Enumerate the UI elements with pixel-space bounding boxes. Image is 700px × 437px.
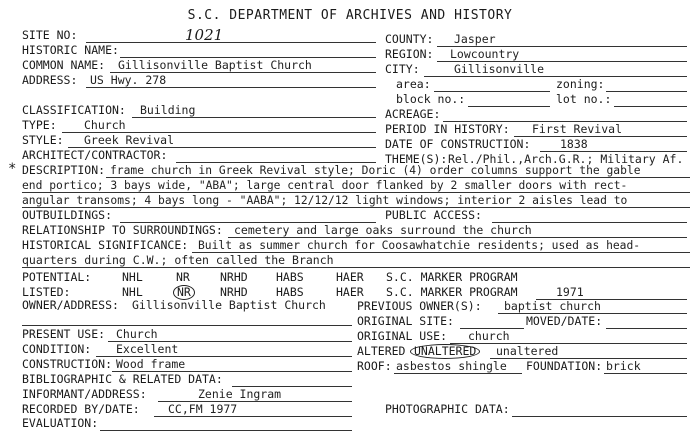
previous-owner-value: baptist church xyxy=(504,299,601,313)
description-label: DESCRIPTION: xyxy=(22,163,106,177)
outbuildings-label: OUTBUILDINGS: xyxy=(22,208,113,222)
altered-value: unaltered xyxy=(496,344,559,358)
present-use-label: PRESENT USE: xyxy=(22,327,106,341)
lot-label: lot no.: xyxy=(556,92,612,106)
potential-nrhd: NRHD xyxy=(220,270,248,284)
condition-value: Excellent xyxy=(116,342,179,356)
significance-line-2: quarters during C.W.; often called the Branch xyxy=(22,253,334,267)
present-use-value: Church xyxy=(116,327,158,341)
description-line-2: end portico; 3 bays wide, "ABA"; large central door flanked by 2 smaller doors with rect- xyxy=(22,179,628,192)
original-site-label: ORIGINAL SITE: xyxy=(357,314,454,328)
acreage-label: ACREAGE: xyxy=(385,107,441,121)
block-line xyxy=(468,106,550,107)
recorded-by-label: RECORDED BY/DATE: xyxy=(22,402,140,416)
period-line xyxy=(514,136,687,137)
potential-label: POTENTIAL: xyxy=(22,270,92,284)
roof-value: asbestos shingle xyxy=(396,359,507,373)
listed-nrhd: NRHD xyxy=(220,285,248,299)
site-no-line xyxy=(86,42,376,43)
foundation-line xyxy=(604,373,687,374)
county-label: COUNTY: xyxy=(385,32,434,46)
form-title: S.C. DEPARTMENT OF ARCHIVES AND HISTORY xyxy=(187,8,513,23)
construction-label: CONSTRUCTION: xyxy=(22,357,113,371)
original-use-label: ORIGINAL USE: xyxy=(357,329,448,343)
potential-habs: HABS xyxy=(276,270,304,284)
moved-date-line xyxy=(606,328,687,329)
historic-name-label: HISTORIC NAME: xyxy=(22,43,119,57)
evaluation-line xyxy=(100,430,352,431)
significance-label: HISTORICAL SIGNIFICANCE: xyxy=(22,238,189,252)
description-underline-3 xyxy=(22,207,690,208)
period-value: First Revival xyxy=(532,122,623,136)
county-value: Jasper xyxy=(454,32,496,46)
description-underline-2 xyxy=(22,192,690,193)
address-label: ADDRESS: xyxy=(22,73,78,87)
address-line xyxy=(86,87,376,88)
potential-haer: HAER xyxy=(336,270,364,284)
potential-marker-program: S.C. MARKER PROGRAM xyxy=(386,270,518,284)
description-line-3: angular transoms; 4 bays long - "AABA"; 12/12/12 light windows; interior 2 aisles lead to xyxy=(22,194,628,207)
date-of-construction-label: DATE OF CONSTRUCTION: xyxy=(385,137,531,151)
description-star: * xyxy=(8,161,17,177)
date-of-construction-value: 1838 xyxy=(560,137,588,151)
bibliographic-label: BIBLIOGRAPHIC & RELATED DATA: xyxy=(22,372,223,386)
classification-label: CLASSIFICATION: xyxy=(22,103,126,117)
zoning-label: zoning: xyxy=(556,77,605,91)
city-label: CITY: xyxy=(385,62,420,76)
listed-habs: HABS xyxy=(276,285,304,299)
listed-label: LISTED: xyxy=(22,285,71,299)
listed-marker-year: 1971 xyxy=(556,285,584,299)
type-label: TYPE: xyxy=(22,118,57,132)
condition-label: CONDITION: xyxy=(22,342,92,356)
architect-line xyxy=(176,162,376,163)
roof-line xyxy=(394,373,522,374)
relationship-label: RELATIONSHIP TO SURROUNDINGS: xyxy=(22,223,223,237)
owner-value: Gillisonville Baptist Church xyxy=(132,298,326,312)
type-value: Church xyxy=(84,118,126,132)
site-no-value: 1021 xyxy=(185,26,224,44)
owner-extra-line xyxy=(22,325,352,326)
block-label: block no.: xyxy=(396,92,466,106)
potential-nr: NR xyxy=(176,270,190,284)
informant-value: Zenie Ingram xyxy=(198,387,282,401)
foundation-value: brick xyxy=(606,359,641,373)
evaluation-label: EVALUATION: xyxy=(22,416,99,430)
original-use-line xyxy=(450,343,687,344)
recorded-by-value: CC,FM 1977 xyxy=(168,402,238,416)
address-value: US Hwy. 278 xyxy=(90,73,167,87)
listed-marker-program: S.C. MARKER PROGRAM xyxy=(386,285,518,299)
common-name-value: Gillisonville Baptist Church xyxy=(118,58,312,72)
significance-underline-2 xyxy=(22,267,690,268)
theme-label: THEME(S): xyxy=(385,152,448,166)
classification-line xyxy=(132,117,376,118)
photographic-data-line xyxy=(512,416,687,417)
potential-nhl: NHL xyxy=(122,270,143,284)
construction-value: Wood frame xyxy=(116,357,186,371)
foundation-label: FOUNDATION: xyxy=(526,359,603,373)
relationship-line xyxy=(228,237,687,238)
photographic-data-label: PHOTOGRAPHIC DATA: xyxy=(385,402,510,416)
description-underline-1 xyxy=(106,177,690,178)
site-no-label: SITE NO: xyxy=(22,28,78,42)
lot-line xyxy=(614,106,687,107)
informant-label: INFORMANT/ADDRESS: xyxy=(22,387,147,401)
architect-label: ARCHITECT/CONTRACTOR: xyxy=(22,148,168,162)
listed-haer: HAER xyxy=(336,285,364,299)
period-label: PERIOD IN HISTORY: xyxy=(385,122,510,136)
description-line-1: frame church in Greek Revival style; Doric (4) order columns support the gable xyxy=(110,164,641,177)
region-value: Lowcountry xyxy=(450,47,520,61)
theme-value: Rel./Phil.,Arch.G.R.; Military Af. xyxy=(448,152,684,166)
previous-owner-label: PREVIOUS OWNER(S): xyxy=(357,299,482,313)
public-access-label: PUBLIC ACCESS: xyxy=(385,208,482,222)
relationship-value: cemetery and large oaks surround the church xyxy=(234,223,532,237)
altered-label: ALTERED xyxy=(357,344,406,358)
roof-label: ROOF: xyxy=(357,359,392,373)
significance-line-1: Built as summer church for Coosawhatchie residents; used as head- xyxy=(198,239,641,252)
recorded-by-line xyxy=(154,416,352,417)
style-value: Greek Revival xyxy=(84,133,175,147)
style-label: STYLE: xyxy=(22,133,64,147)
city-value: Gillisonville xyxy=(454,62,545,76)
region-label: REGION: xyxy=(385,47,434,61)
original-use-value: church xyxy=(468,329,510,343)
moved-date-label: MOVED/DATE: xyxy=(526,314,603,328)
area-label: area: xyxy=(396,77,431,91)
classification-value: Building xyxy=(140,103,196,117)
owner-label: OWNER/ADDRESS: xyxy=(22,298,119,312)
listed-nhl: NHL xyxy=(122,285,143,299)
common-name-label: COMMON NAME: xyxy=(22,58,106,72)
zoning-line xyxy=(606,91,687,92)
listed-nr-circled: NR xyxy=(173,285,195,300)
unaltered-circled: UNALTERED xyxy=(410,344,480,359)
